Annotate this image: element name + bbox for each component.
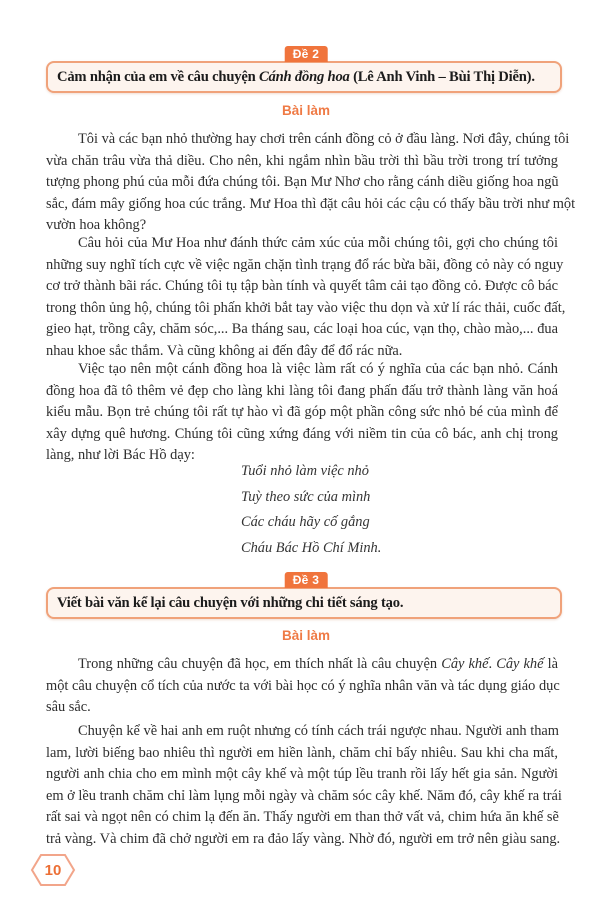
exercise-badge: Đề 3 bbox=[285, 572, 328, 588]
text-line: em ở lều tranh chăm chỉ làm lụng mỗi ngày và chăm sóc cây khế. Năm đó, cây khế ra trái bbox=[46, 787, 562, 804]
prompt-box bbox=[46, 61, 562, 93]
text-line bbox=[46, 654, 558, 676]
text-line: tượng phong phú của mỗi đứa chúng tôi. Bạn Mư Nhơ cho rằng cánh diều giống hoa ngũ bbox=[46, 174, 559, 190]
text-line: gieo hạt, trồng cây, chăm sóc,... Ba tháng sau, các loại hoa cúc, vạn thọ, chào mào,... đua bbox=[46, 321, 558, 337]
text-line: làng, như lời Bác Hồ dạy: bbox=[46, 447, 195, 463]
text-line: Việc tạo nên một cánh đồng hoa là việc làm rất có ý nghĩa của các bạn nhỏ. Cánh bbox=[78, 361, 558, 377]
text-line: Câu hỏi của Mư Hoa như đánh thức cảm xúc của mỗi chúng tôi, gợi cho chúng tôi bbox=[78, 235, 558, 251]
text-line: Chuyện kể về hai anh em ruột nhưng có tính cách trái ngược nhau. Người anh tham bbox=[78, 723, 560, 739]
text-part: Trong những câu chuyện đã học, em thích nhất là câu chuyện bbox=[78, 656, 442, 672]
paragraph bbox=[46, 721, 562, 850]
text-line: cơ trở thành bãi rác. Chúng tôi tụ tập bàn tính và quyết tâm cải tạo đồng cỏ. Được cô bác bbox=[46, 278, 558, 294]
story-title: Cây khế bbox=[496, 656, 544, 672]
text-line: sâu sắc. bbox=[46, 699, 91, 715]
poem-line: Cháu Bác Hồ Chí Minh. bbox=[241, 539, 382, 556]
answer-heading: Bài làm bbox=[281, 103, 331, 118]
text-line: Tôi và các bạn nhỏ thường hay chơi trên cánh đồng cỏ ở đầu làng. Nơi đây, chúng tôi bbox=[78, 131, 570, 147]
exercise-de-2 bbox=[46, 46, 566, 96]
paragraph bbox=[46, 129, 576, 237]
prompt-text-part: (Lê Anh Vinh – Bùi Thị Diễn). bbox=[349, 68, 535, 85]
paragraph bbox=[46, 359, 558, 467]
text-line: vườn hoa không? bbox=[46, 217, 147, 233]
story-title: Cây khế bbox=[441, 656, 489, 672]
prompt-text bbox=[57, 69, 535, 86]
text-line: kiểu mẫu. Bọn trẻ chúng tôi rất tự hào vì đã góp một phần công sức nhỏ bé của mình để bbox=[46, 404, 558, 420]
text-line: rất sai và ngọt nên có chim lạ đến ăn. Thấy người em than thở vất vả, chim hứa ăn khế sẽ bbox=[46, 809, 559, 825]
prompt-text: Viết bài văn kể lại câu chuyện với những chi tiết sáng tạo. bbox=[57, 594, 404, 611]
exercise-badge: Đề 2 bbox=[285, 46, 328, 62]
page-number: 10 bbox=[44, 861, 62, 879]
poem-line: Tuổi nhỏ làm việc nhỏ bbox=[241, 463, 369, 479]
text-line: lam, lười biếng bao nhiêu thì người em hiền lành, chăm chỉ bấy nhiêu. Sau khi cha mất, bbox=[46, 744, 558, 761]
text-line: trong thôn ủng hộ, chúng tôi phấn khởi bắt tay vào việc thu dọn và xử lí rác thải, cuốc đất, bbox=[46, 299, 566, 316]
text-line: nhau khoe sắc thắm. Và cũng không ai đến đây để đổ rác nữa. bbox=[46, 342, 403, 359]
text-line: đồng hoa đã tô thêm vẻ đẹp cho làng khi làng tôi đang phấn đấu trở thành làng văn hoá bbox=[46, 382, 558, 399]
answer-heading: Bài làm bbox=[281, 628, 331, 643]
text-line: những suy nghĩ tích cực về việc ngăn chặn tình trạng đổ rác bừa bãi, đồng cỏ này có nguy bbox=[46, 256, 564, 273]
paragraph bbox=[46, 654, 558, 719]
prompt-box bbox=[46, 587, 562, 619]
paragraph bbox=[46, 233, 566, 362]
text-line: một câu chuyện cổ tích của nước ta với bài học có ý nghĩa nhân văn và tác dụng giáo dục bbox=[46, 677, 560, 694]
text-part: là bbox=[543, 656, 559, 672]
poem-line: Tuỳ theo sức của mình bbox=[241, 488, 371, 505]
text-line: sắc, đám mây giống hoa cúc trắng. Mư Hoa thì đặt câu hỏi các cậu có thấy bầu trời như một bbox=[46, 195, 576, 212]
page-number-badge bbox=[30, 853, 76, 887]
exercise-de-3 bbox=[46, 572, 566, 622]
text-part: . bbox=[488, 656, 497, 672]
poem-quote bbox=[241, 459, 381, 561]
prompt-text-part: Cảm nhận của em về câu chuyện bbox=[57, 68, 259, 85]
text-line: xây dựng quê hương. Chúng tôi cũng xứng đáng với niềm tin của cô bác, anh chị trong bbox=[46, 425, 558, 442]
text-line: trả vàng. Và chim đã chở người em ra đảo lấy vàng. Nhờ đó, người em trở nên giàu sang. bbox=[46, 830, 561, 847]
story-title: Cánh đồng hoa bbox=[258, 68, 350, 85]
text-line: người anh chia cho em mình một cây khế và một túp lều tranh rồi lấy hết gia sản. Người bbox=[46, 766, 558, 782]
poem-line: Các cháu hãy cố gắng bbox=[241, 514, 370, 530]
text-line: vừa chăn trâu vừa thả diều. Cho nên, khi ngắm nhìn bầu trời thì bầu trời trong trí tưởng bbox=[46, 152, 558, 169]
